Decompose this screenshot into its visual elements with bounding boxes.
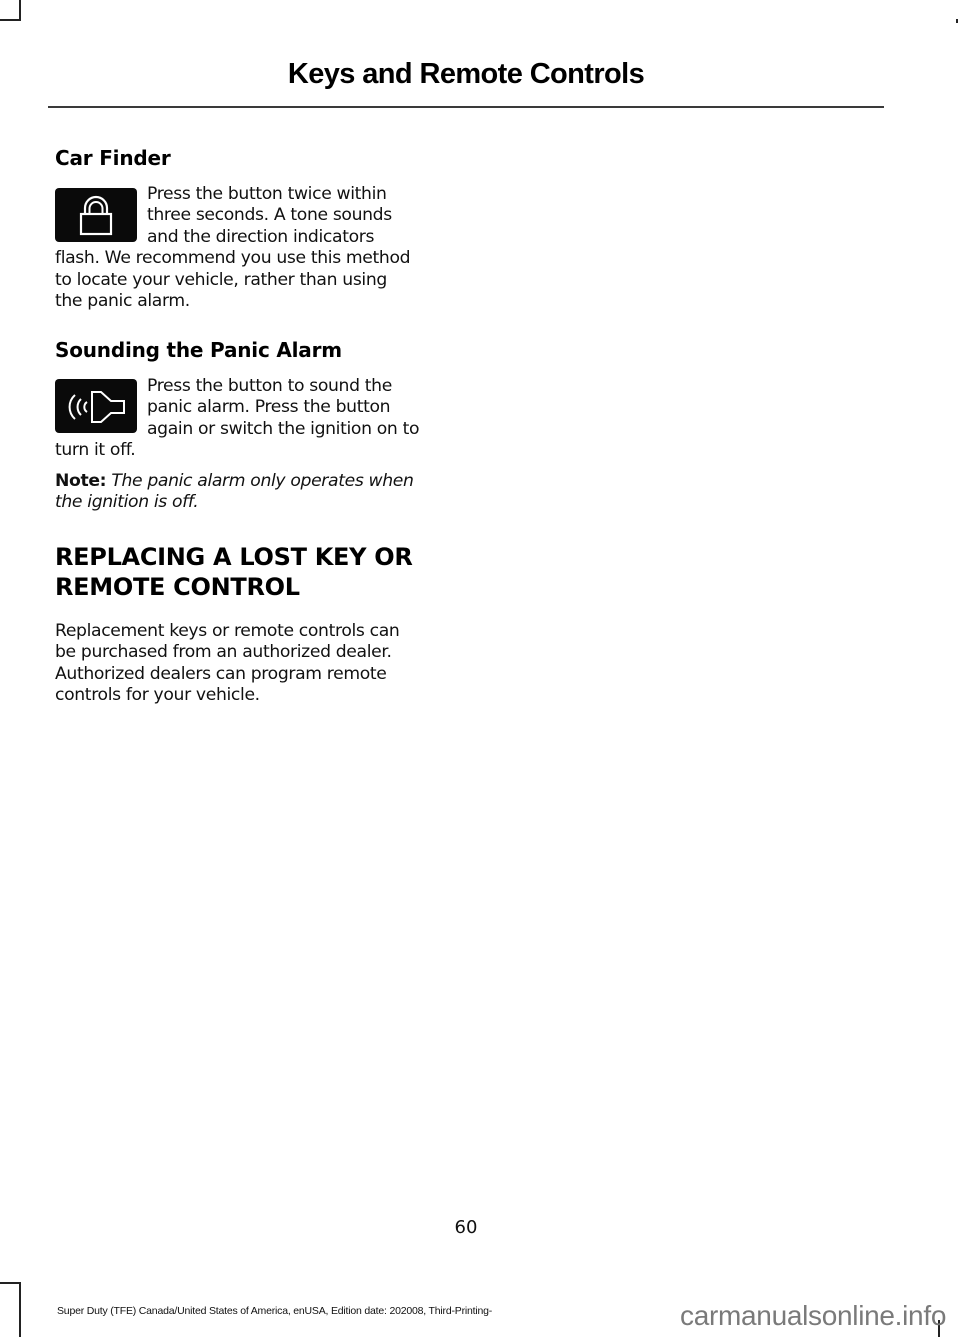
page-title: Keys and Remote Controls <box>287 58 645 90</box>
heading-line: REPLACING A LOST KEY OR <box>55 543 413 571</box>
text-line: and the direction indicators <box>147 226 375 247</box>
text-line: turn it off. <box>55 440 136 461</box>
header-divider <box>48 106 884 108</box>
text-line: flash. We recommend you use this method <box>55 248 411 269</box>
replacing-key-paragraph <box>55 621 450 707</box>
text-line: Press the button to sound the <box>147 376 392 396</box>
edition-footer: Super Duty (TFE) Canada/United States of America, enUSA, Edition date: 202008, Third-Printing- <box>57 1305 493 1317</box>
text-line: be purchased from an authorized dealer. <box>55 642 392 663</box>
note-text: The panic alarm only operates when <box>106 471 414 491</box>
text-line: Authorized dealers can program remote <box>55 663 387 684</box>
heading-line: REMOTE CONTROL <box>55 573 300 601</box>
note-label: Note: <box>55 471 107 491</box>
text-line: Press the button twice within <box>147 184 387 204</box>
watermark: carmanualsonline.info <box>680 1300 947 1331</box>
panic-alarm-paragraph <box>55 376 450 462</box>
section-heading-panic-alarm: Sounding the Panic Alarm <box>55 338 342 362</box>
text-line: Replacement keys or remote controls can <box>55 621 400 641</box>
note-text: the ignition is off. <box>55 492 199 513</box>
text-line: the panic alarm. <box>55 291 190 312</box>
text-line: controls for your vehicle. <box>55 685 260 706</box>
section-heading-replacing-key <box>55 542 413 602</box>
section-heading-car-finder: Car Finder <box>55 146 171 170</box>
car-finder-paragraph <box>55 184 450 312</box>
note-line <box>55 471 450 492</box>
text-line: three seconds. A tone sounds <box>147 205 392 226</box>
crop-mark-top-left-horizontal <box>0 19 21 21</box>
crop-mark-bottom-left-vertical <box>19 1282 21 1337</box>
page-number: 60 <box>454 1217 478 1238</box>
crop-mark-top-left-vertical <box>19 0 21 20</box>
panic-alarm-note <box>55 471 450 514</box>
crop-mark-bottom-left-horizontal <box>0 1282 21 1284</box>
text-line: panic alarm. Press the button <box>147 397 391 418</box>
text-line: to locate your vehicle, rather than using <box>55 269 387 290</box>
text-line: again or switch the ignition on to <box>147 418 420 439</box>
crop-mark-top-right <box>956 19 958 23</box>
